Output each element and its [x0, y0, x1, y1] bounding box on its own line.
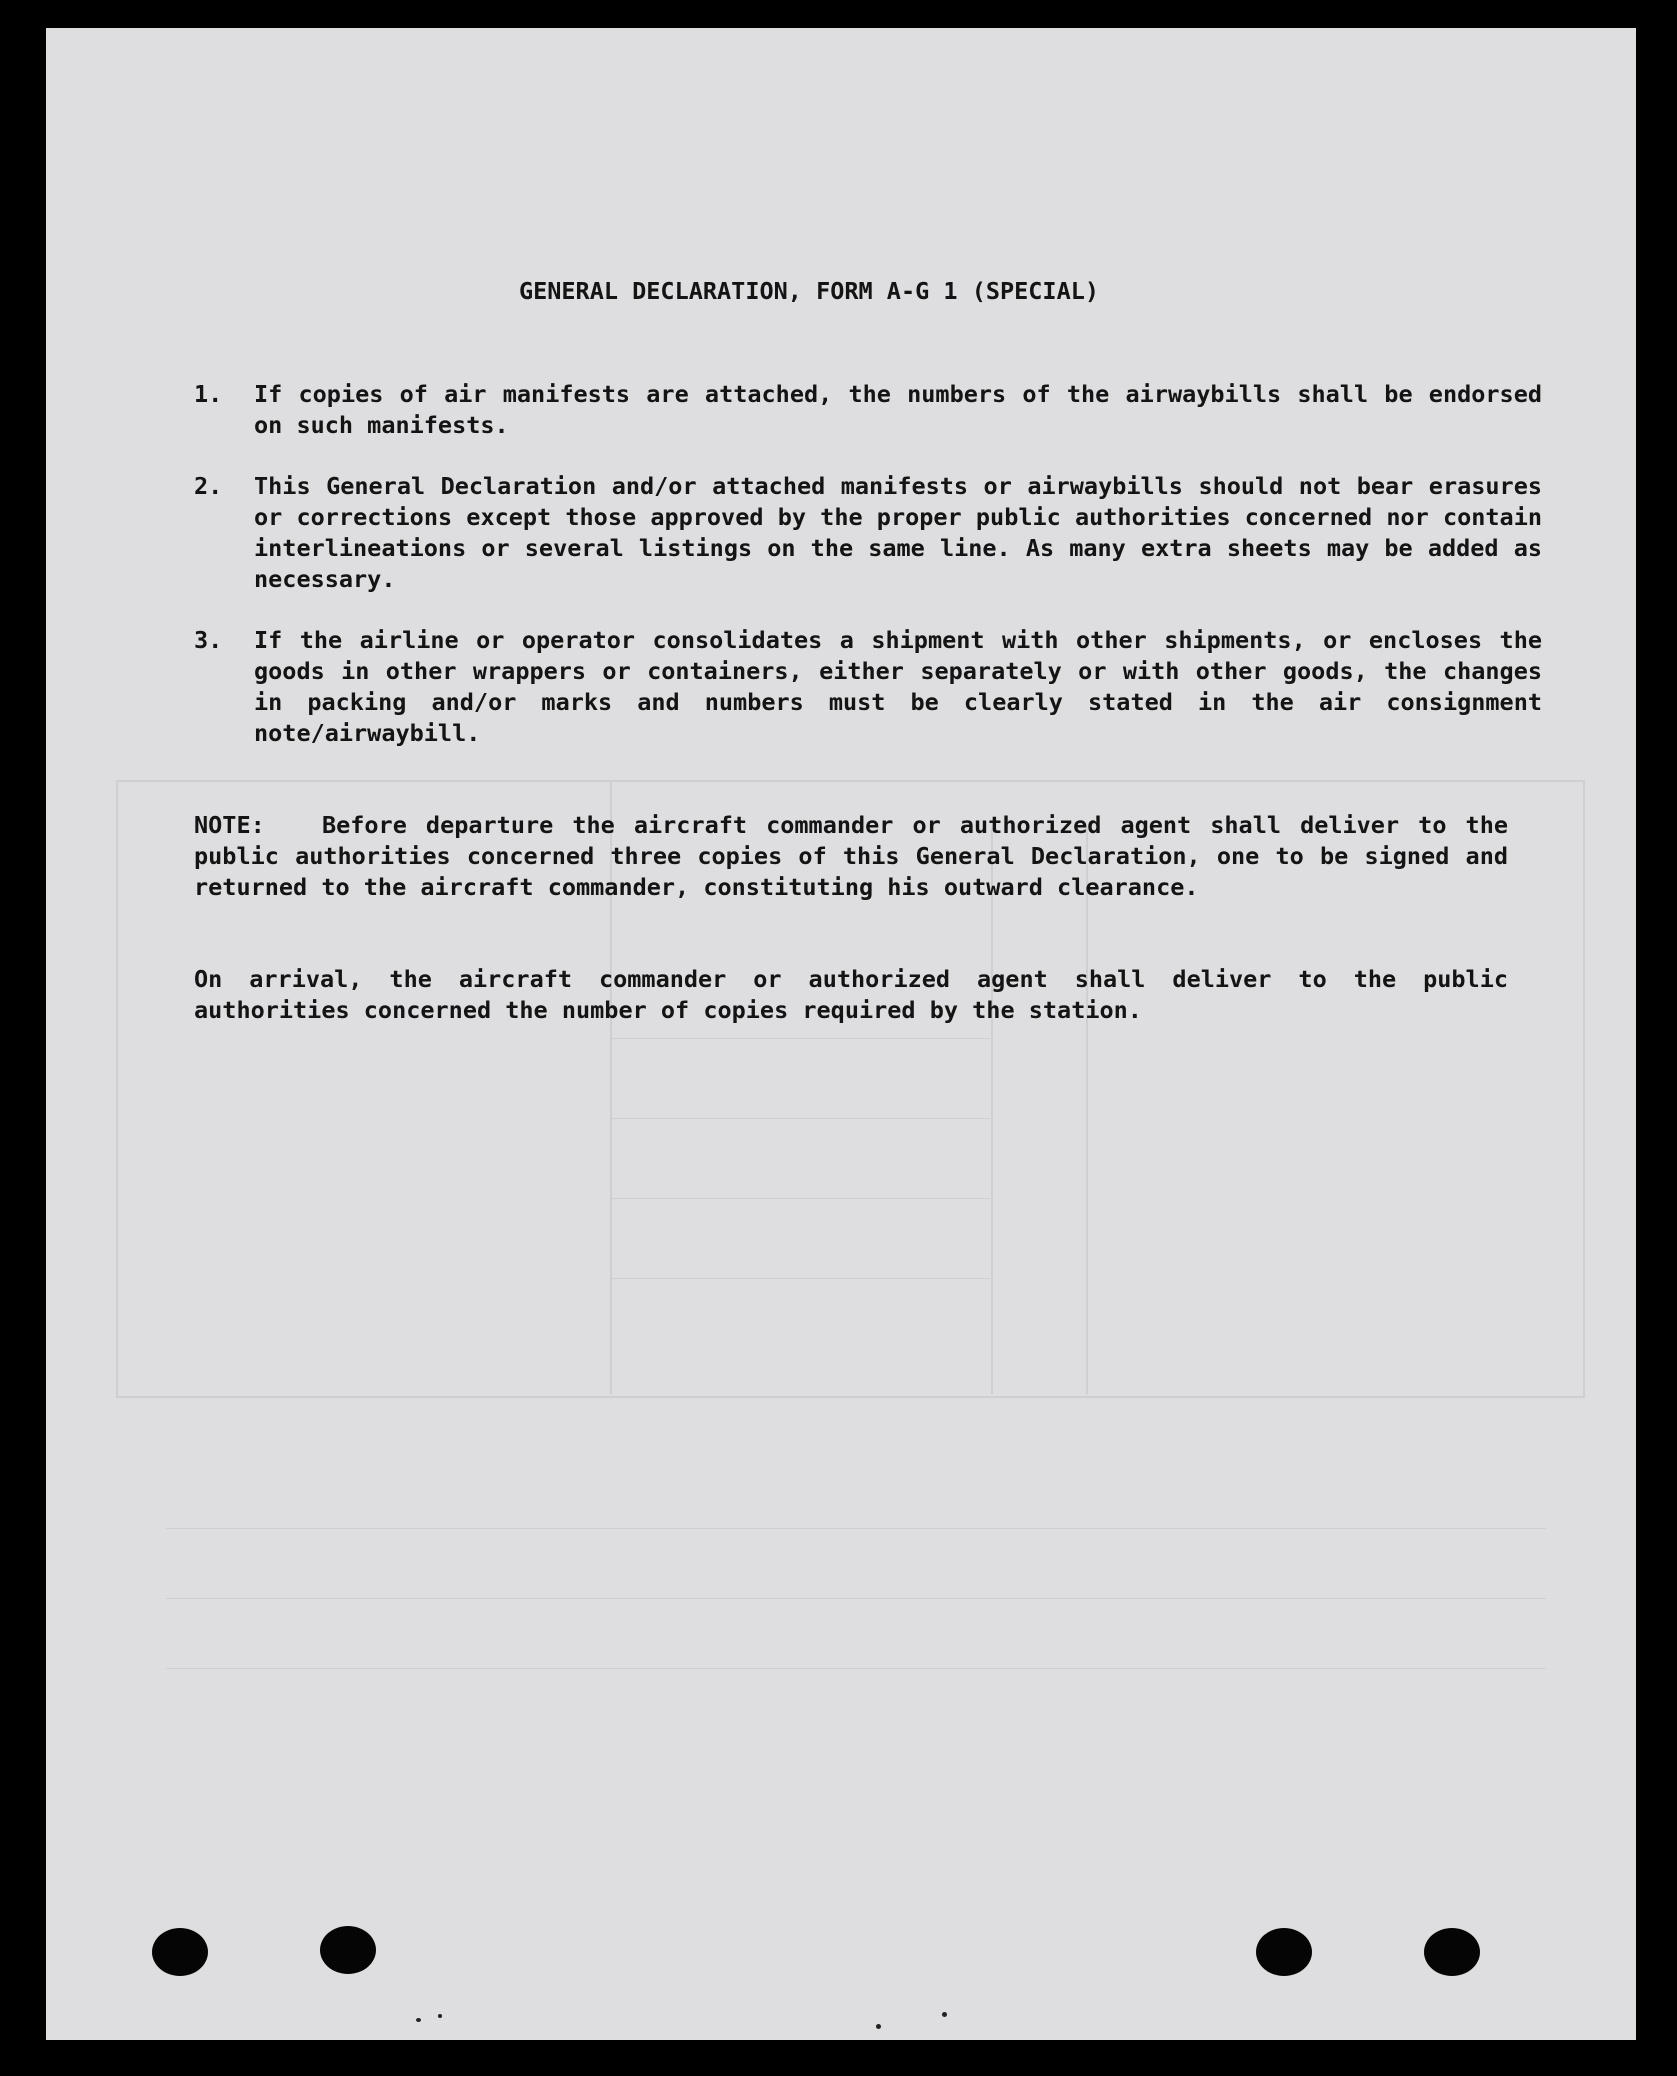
- list-item: [194, 625, 1554, 749]
- document-page: [46, 28, 1636, 2040]
- speck: [438, 2014, 442, 2018]
- punch-hole: [1256, 1928, 1312, 1976]
- punch-hole: [320, 1926, 376, 1974]
- speck: [416, 2018, 421, 2022]
- list-item: [194, 379, 1554, 441]
- list-item-number: 3.: [194, 626, 223, 654]
- bleed-through-row-line: [166, 1528, 1546, 1529]
- document-title: GENERAL DECLARATION, FORM A-G 1 (SPECIAL): [518, 277, 1100, 305]
- bleed-through-row-line: [166, 1598, 1546, 1599]
- bleed-through-row-line: [610, 1198, 990, 1199]
- list-item-text: This General Declaration and/or attached manifests or airwaybills should not bear erasures or corrections except those approved by the proper public authorities concerned nor contain interlineations or several listings on the same line. As many extra sheets may be added as necessary.: [254, 472, 1542, 593]
- note-paragraph: NOTE: Before departure the aircraft commander or authorized agent shall deliver to the public authorities concerned three copies of this General Declaration, one to be signed and returned to the aircraft commander, constituting his outward clearance.: [194, 811, 1523, 901]
- speck: [876, 2024, 881, 2029]
- list-item-number: 1.: [194, 380, 223, 408]
- punch-hole: [1424, 1928, 1480, 1976]
- list-item-number: 2.: [194, 472, 223, 500]
- list-item: [194, 471, 1554, 595]
- punch-hole: [152, 1928, 208, 1976]
- bleed-through-column-line: [1086, 828, 1088, 1394]
- list-item-text: If copies of air manifests are attached, the numbers of the airwaybills shall be endorsed on such manifests.: [254, 380, 1542, 439]
- bleed-through-row-line: [610, 1038, 990, 1039]
- bleed-through-row-line: [610, 1118, 990, 1119]
- arrival-paragraph: On arrival, the aircraft commander or authorized agent shall deliver to the public authorities concerned the number of copies required by the station.: [194, 965, 1508, 1024]
- bleed-through-row-line: [166, 1668, 1546, 1669]
- speck: [942, 2012, 947, 2017]
- list-item-text: If the airline or operator consolidates a shipment with other shipments, or encloses the goods in other wrappers or containers, either separately or with other goods, the changes in packing and/or marks and numbers must be clearly stated in the air consignment note/airwaybill.: [254, 626, 1542, 747]
- bleed-through-row-line: [610, 1278, 990, 1279]
- bleed-through-column-line: [991, 828, 993, 1394]
